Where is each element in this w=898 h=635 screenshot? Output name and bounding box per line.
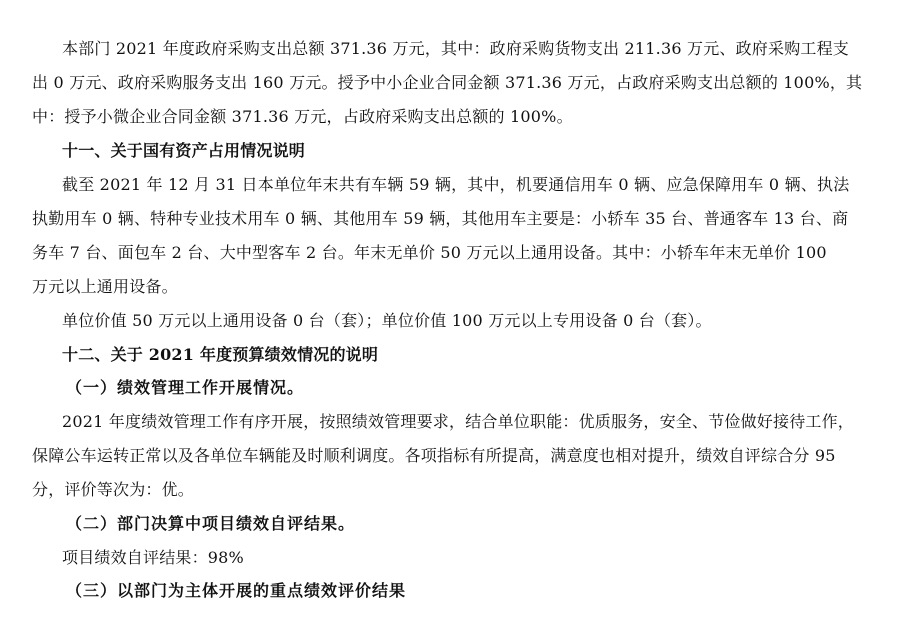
performance-paragraph-line-2: 保障公车运转正常以及各单位车辆能及时顺利调度。各项指标有所提高，满意度也相对提升，绩效自评综合分 95	[32, 446, 836, 465]
performance-paragraph-line-3: 分，评价等次为：优。	[32, 480, 195, 499]
procurement-paragraph-line-3: 中：授予小微企业合同金额 371.36 万元，占政府采购支出总额的 100%。	[32, 107, 573, 126]
vehicles-paragraph-line-1: 截至 2021 年 12 月 31 日本单位年末共有车辆 59 辆，其中，机要通信用车 0 辆、应急保障用车 0 辆、执法	[62, 175, 850, 194]
section-heading-12: 十二、关于 2021 年度预算绩效情况的说明	[62, 345, 379, 364]
performance-paragraph-line-1: 2021 年度绩效管理工作有序开展，按照绩效管理要求，结合单位职能：优质服务，安全、节俭做好接待工作，	[62, 412, 855, 431]
self-evaluation-result: 项目绩效自评结果：98%	[62, 548, 244, 567]
vehicles-paragraph-line-3: 务车 7 台、面包车 2 台、大中型客车 2 台。年末无单价 50 万元以上通用设备。其中：小轿车年末无单价 100	[32, 243, 827, 262]
subheading-project-self-evaluation: （二）部门决算中项目绩效自评结果。	[66, 514, 356, 533]
vehicles-paragraph-line-2: 执勤用车 0 辆、特种专业技术用车 0 辆、其他用车 59 辆，其他用车主要是：小轿车 35 台、普通客车 13 台、商	[32, 209, 849, 228]
subheading-key-evaluation-results: （三）以部门为主体开展的重点绩效评价结果	[66, 581, 407, 600]
vehicles-paragraph-line-4: 万元以上通用设备。	[32, 277, 178, 296]
section-heading-11: 十一、关于国有资产占用情况说明	[62, 141, 306, 160]
procurement-paragraph-line-2: 出 0 万元、政府采购服务支出 160 万元。授予中小企业合同金额 371.36 万元，占政府采购支出总额的 100%，其	[32, 73, 863, 92]
subheading-performance-management: （一）绩效管理工作开展情况。	[66, 378, 305, 397]
procurement-paragraph-line-1: 本部门 2021 年度政府采购支出总额 371.36 万元，其中：政府采购货物支出 211.36 万元、政府采购工程支	[62, 39, 850, 58]
equipment-paragraph: 单位价值 50 万元以上通用设备 0 台（套）；单位价值 100 万元以上专用设备 0 台（套）。	[62, 311, 712, 330]
